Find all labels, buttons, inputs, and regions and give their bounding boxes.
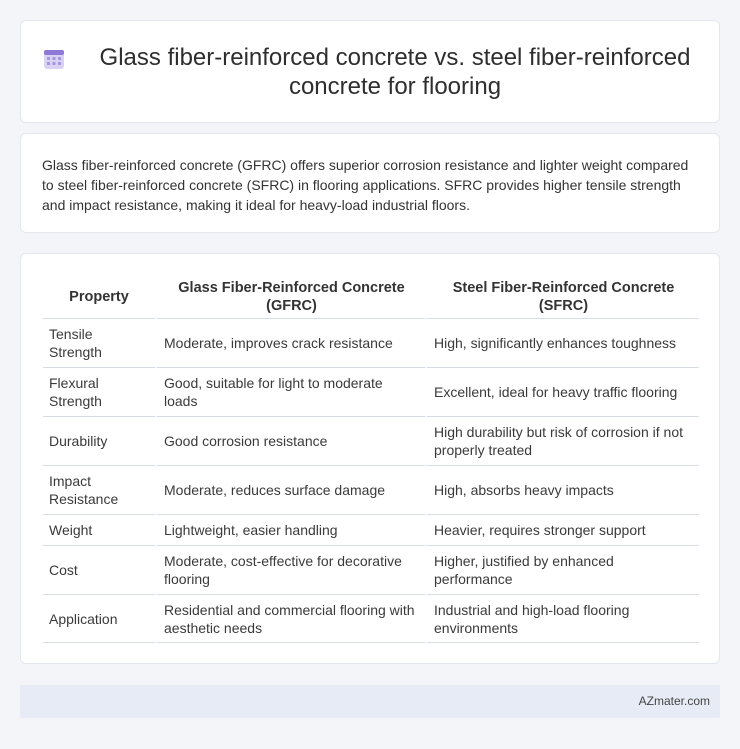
table-row: [43, 318, 699, 367]
cell-gfrc: Moderate, cost-effective for decorative flooring: [155, 545, 425, 594]
cell-sfrc: Higher, justified by enhanced performance: [425, 545, 699, 594]
table-row: [43, 367, 699, 416]
header-property: Property: [69, 288, 129, 305]
cell-property: Flexural Strength: [43, 367, 155, 416]
footer-brand[interactable]: AZmater.com: [638, 694, 710, 708]
header-gfrc: Glass Fiber-Reinforced Concrete (GFRC): [155, 276, 425, 318]
comparison-table-card: [20, 253, 720, 664]
cell-property: Impact Resistance: [43, 465, 155, 514]
cell-property: Tensile Strength: [43, 318, 155, 367]
summary-text: Glass fiber-reinforced concrete (GFRC) offers superior corrosion resistance and lighter weight compared to steel fiber-reinforced concrete (SFRC) in flooring applications. SFRC provides higher tensile strength and impact resistance, making it ideal for heavy-load industrial floors.: [42, 157, 689, 213]
cell-sfrc: High, significantly enhances toughness: [425, 318, 699, 367]
cell-gfrc: Moderate, improves crack resistance: [155, 318, 425, 367]
cell-property: Weight: [43, 514, 155, 545]
cell-sfrc: Industrial and high-load flooring environments: [425, 594, 699, 643]
cell-gfrc: Residential and commercial flooring with aesthetic needs: [155, 594, 425, 643]
cell-property: Durability: [43, 416, 155, 465]
table-row: [43, 465, 699, 514]
cell-sfrc: High durability but risk of corrosion if not properly treated: [425, 416, 699, 465]
summary-card: [20, 133, 720, 233]
comparison-table: [43, 276, 699, 643]
title-card: [20, 20, 720, 123]
cell-gfrc: Good corrosion resistance: [155, 416, 425, 465]
table-row: [43, 594, 699, 643]
cell-sfrc: Heavier, requires stronger support: [425, 514, 699, 545]
cell-sfrc: High, absorbs heavy impacts: [425, 465, 699, 514]
page-title: Glass fiber-reinforced concrete vs. steel fiber-reinforced concrete for flooring: [99, 43, 691, 100]
cell-gfrc: Good, suitable for light to moderate loads: [155, 367, 425, 416]
table-header-row: [43, 276, 699, 318]
table-row: [43, 416, 699, 465]
table-row: [43, 545, 699, 594]
header-sfrc: Steel Fiber-Reinforced Concrete (SFRC): [425, 276, 699, 318]
cell-gfrc: Lightweight, easier handling: [155, 514, 425, 545]
table-row: [43, 514, 699, 545]
cell-property: Cost: [43, 545, 155, 594]
cell-gfrc: Moderate, reduces surface damage: [155, 465, 425, 514]
footer-bar: [20, 685, 720, 718]
cell-property: Application: [43, 594, 155, 643]
cell-sfrc: Excellent, ideal for heavy traffic flooring: [425, 367, 699, 416]
